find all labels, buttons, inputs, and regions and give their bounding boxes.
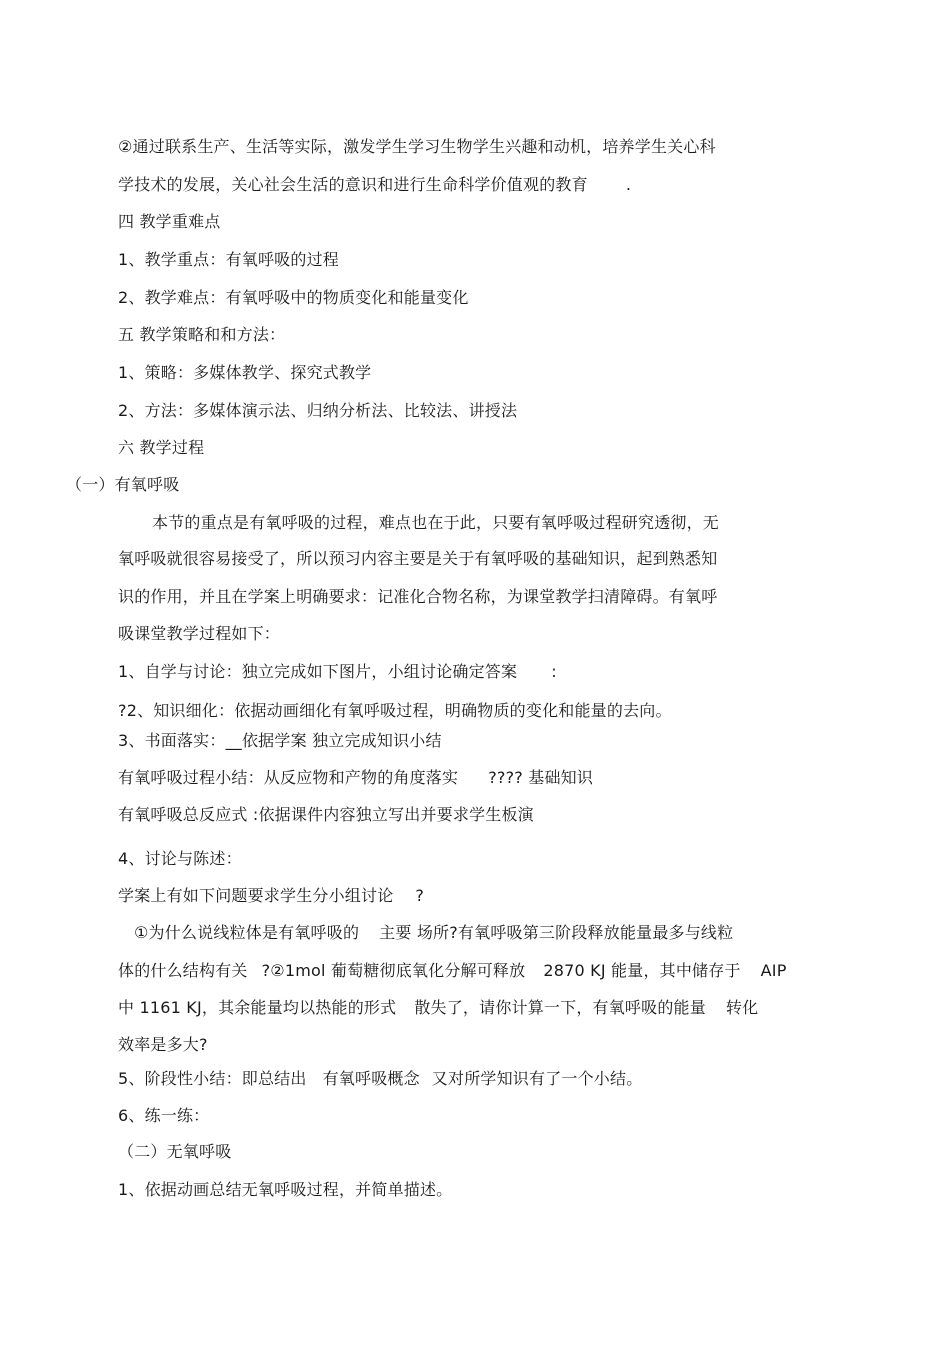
text-run: : [551,662,557,681]
text-run: 效率是多大? [118,1035,208,1054]
text-run: 4、讨论与陈述： [118,849,242,868]
text-run: ?2、知识细化：依据动画细化有氧呼吸过程，明确物质的变化和能量的去向。 [118,701,672,720]
text-run: 识的作用，并且在学案上明确要求：记准化合物名称，为课堂教学扫清障碍。有氧呼 [118,587,718,606]
subsection-heading [66,475,179,495]
text-run: 1、自学与讨论：独立完成如下图片，小组讨论确定答案 [118,662,518,681]
text-line [118,886,424,906]
text-run: 本节的重点是有氧呼吸的过程，难点也在于此，只要有氧呼吸过程研究透彻，无 [152,513,720,532]
section-heading [118,325,285,345]
text-run: 6、练一练： [118,1106,210,1125]
text-run: ①为什么说线粒体是有氧呼吸的 [134,923,360,942]
text-line [118,137,716,157]
text-line [118,849,242,869]
text-run: 转化 [725,998,759,1017]
text-line [134,923,733,943]
text-run: ? [415,886,425,905]
text-run: 又对所学知识有了一个小结。 [431,1069,643,1088]
text-line [118,401,517,421]
section-heading [118,438,204,458]
text-run: （二）无氧呼吸 [118,1142,232,1161]
text-line [118,961,787,981]
text-line [118,1106,209,1126]
text-line [118,363,371,383]
text-run: 体的什么结构有关 [118,961,248,980]
text-run: 5、阶段性小结：即总结出 [118,1069,307,1088]
subsection-heading [118,1142,231,1162]
text-line [118,288,469,308]
text-line [118,998,758,1018]
text-run: ②通过联系生产、生活等实际，激发学生学习生物学生兴趣和动机，培养学生关心科 [118,137,716,156]
text-run: 六 教学过程 [118,438,205,457]
text-run: 1、依据动画总结无氧呼吸过程，并简单描述。 [118,1180,453,1199]
text-run: （一）有氧呼吸 [66,475,180,494]
text-line [118,1180,452,1200]
text-run: 中 1161 KJ，其余能量均以热能的形式 [118,998,397,1017]
text-run: 五 教学策略和和方法： [118,325,286,344]
text-run: 2870 KJ 能量，其中储存于 [543,961,741,980]
text-run: . [625,175,632,194]
paragraph-line [118,549,717,569]
section-heading [118,212,221,232]
text-line [118,1069,642,1089]
text-run: 有氧呼吸总反应式 :依据课件内容独立写出并要求学生板演 [118,805,534,824]
paragraph-line [118,587,717,607]
text-line [118,701,672,721]
text-run: ?②1mol 葡萄糖彻底氧化分解可释放 [261,961,526,980]
text-run: 有氧呼吸概念 [322,1069,420,1088]
text-line [118,805,534,825]
text-line [118,175,631,195]
text-line [118,250,339,270]
text-line [118,1035,208,1055]
text-run: 3、书面落实：__依据学案 独立完成知识小结 [118,731,442,750]
paragraph-line [152,513,719,533]
text-run: 学案上有如下问题要求学生分小组讨论 [118,886,394,905]
text-run: 主要 场所?有氧呼吸第三阶段释放能量最多与线粒 [379,923,734,942]
text-run: 学技术的发展，关心社会生活的意识和进行生命科学价值观的教育 [118,175,588,194]
text-run: ???? 基础知识 [488,768,594,787]
text-line [118,768,593,788]
text-run: 2、方法：多媒体演示法、归纳分析法、比较法、讲授法 [118,401,518,420]
text-run: 2、教学难点：有氧呼吸中的物质变化和能量变化 [118,288,469,307]
text-run: 1、教学重点：有氧呼吸的过程 [118,250,339,269]
text-line [118,662,557,682]
text-run: 氧呼吸就很容易接受了，所以预习内容主要是关于有氧呼吸的基础知识，起到熟悉知 [118,549,718,568]
paragraph-line [118,624,280,644]
text-run: 1、策略：多媒体教学、探究式教学 [118,363,372,382]
text-line [118,731,442,751]
text-run: AIP [760,961,787,980]
text-run: 吸课堂教学过程如下： [118,624,281,643]
text-run: 散失了，请你计算一下，有氧呼吸的能量 [414,998,706,1017]
text-run: 四 教学重难点 [118,212,221,231]
text-run: 有氧呼吸过程小结：从反应物和产物的角度落实 [118,768,459,787]
